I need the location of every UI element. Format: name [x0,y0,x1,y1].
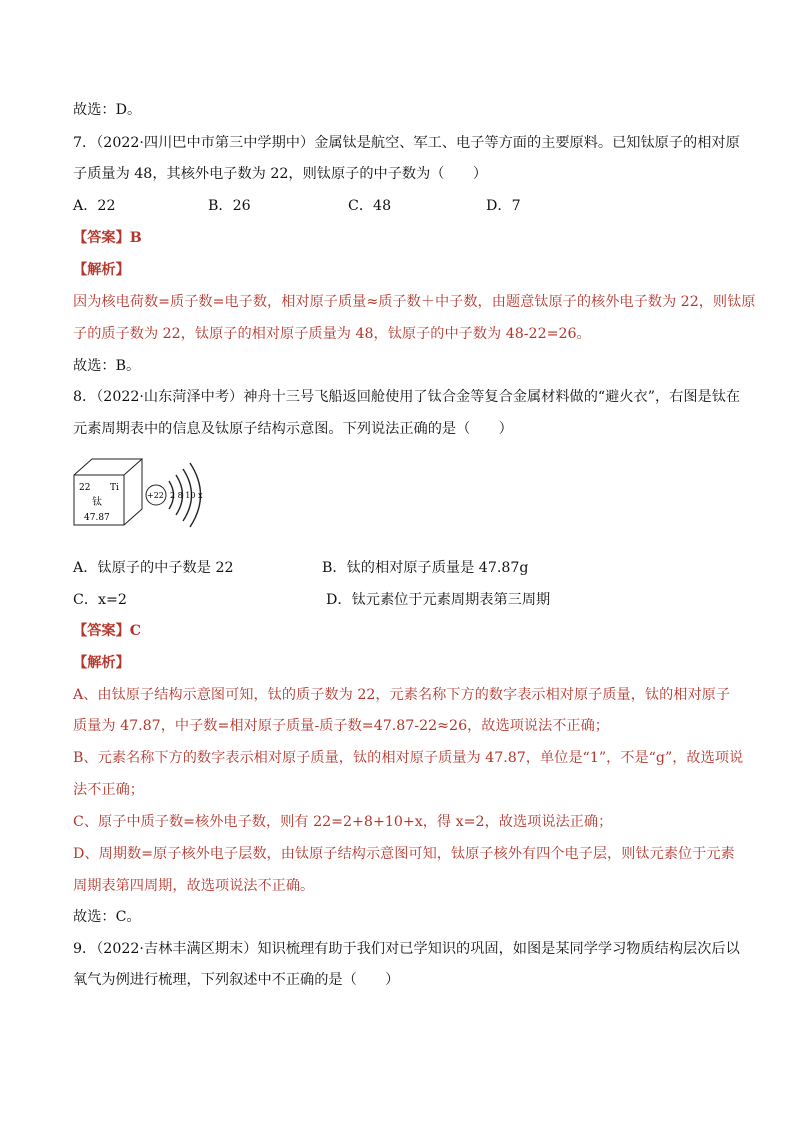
q8-analysis-line-5: C、原子中质子数=核外电子数，则有 22=2+8+10+x，得 x=2，故选项说法正确； [73,814,613,830]
q7-option-b: B．26 [208,198,251,214]
q8-option-c: C．x=2 [73,592,127,608]
q7-option-a: A．22 [73,198,116,214]
q8-final-answer: 故选：C。 [73,909,141,925]
q7-stem-line-2: 子质量为 48，其核外电子数为 22，则钛原子的中子数为（ ） [73,166,488,182]
q8-analysis-line-4: 法不正确； [73,782,144,798]
q8-stem-line-2: 元素周期表中的信息及钛原子结构示意图。下列说法正确的是（ ） [73,421,513,437]
q9-stem-line-1: 9．（2022·吉林丰满区期末）知识梳理有助于我们对已学知识的巩固，如图是某同学学习物质结构层次后以 [73,941,740,957]
q8-answer-label: 【答案】C [73,623,142,639]
q8-analysis-line-2: 质量为 47.87，中子数=相对原子质量-质子数=47.87-22≈26，故选项说法不正确； [73,718,609,734]
titanium-figure [72,453,222,535]
q9-stem-line-2: 氧气为例进行梳理，下列叙述中不正确的是（ ） [73,972,400,988]
q7-option-d: D．7 [486,198,521,214]
q7-option-c: C．48 [348,198,392,214]
nucleus-charge: +22 [147,491,164,500]
q8-analysis-label: 【解析】 [73,655,130,671]
q8-option-a: A．钛原子的中子数是 22 [73,560,234,576]
q7-analysis-line-2: 子的质子数为 22，钛原子的相对原子质量为 48，钛原子的中子数为 48-22=26。 [73,326,591,342]
titanium-figure-svg [72,453,222,535]
q7-answer-label: 【答案】B [73,230,142,246]
q8-analysis-line-1: A、由钛原子结构示意图可知，钛的质子数为 22，元素名称下方的数字表示相对原子质量，钛的相对原子 [73,687,731,703]
atomic-mass: 47.87 [84,513,110,523]
q7-stem-line-1: 7．（2022·四川巴中市第三中学期中）金属钛是航空、军工、电子等方面的主要原料。已知钛原子的相对原 [73,135,740,151]
q8-analysis-line-6: D、周期数=原子核外电子层数，由钛原子结构示意图可知，钛原子核外有四个电子层，则钛元素位于元素 [73,846,735,862]
atomic-number: 22 [79,483,91,493]
q7-analysis-line-1: 因为核电荷数=质子数=电子数，相对原子质量≈质子数＋中子数，由题意钛原子的核外电子数为 22，则钛原 [73,294,756,310]
q8-option-b: B．钛的相对原子质量是 47.87g [322,560,529,576]
element-symbol: Ti [110,483,119,493]
q8-stem-line-1: 8．（2022·山东菏泽中考）神舟十三号飞船返回舱使用了钛合金等复合金属材料做的“避火衣”，右图是钛在 [73,389,741,405]
prev-answer-line: 故选：D。 [73,102,142,118]
q8-option-d: D．钛元素位于元素周期表第三周期 [326,592,551,608]
q8-analysis-line-7: 周期表第四周期，故选项说法不正确。 [73,878,315,894]
q7-final-answer: 故选：B。 [73,358,141,374]
element-name: 钛 [92,497,102,508]
q7-analysis-label: 【解析】 [73,262,130,278]
q8-analysis-line-3: B、元素名称下方的数字表示相对原子质量，钛的相对原子质量为 47.87，单位是“1”，不是“g”，故选项说 [73,750,744,766]
shell-electrons: 2 8 10 x [170,491,203,500]
